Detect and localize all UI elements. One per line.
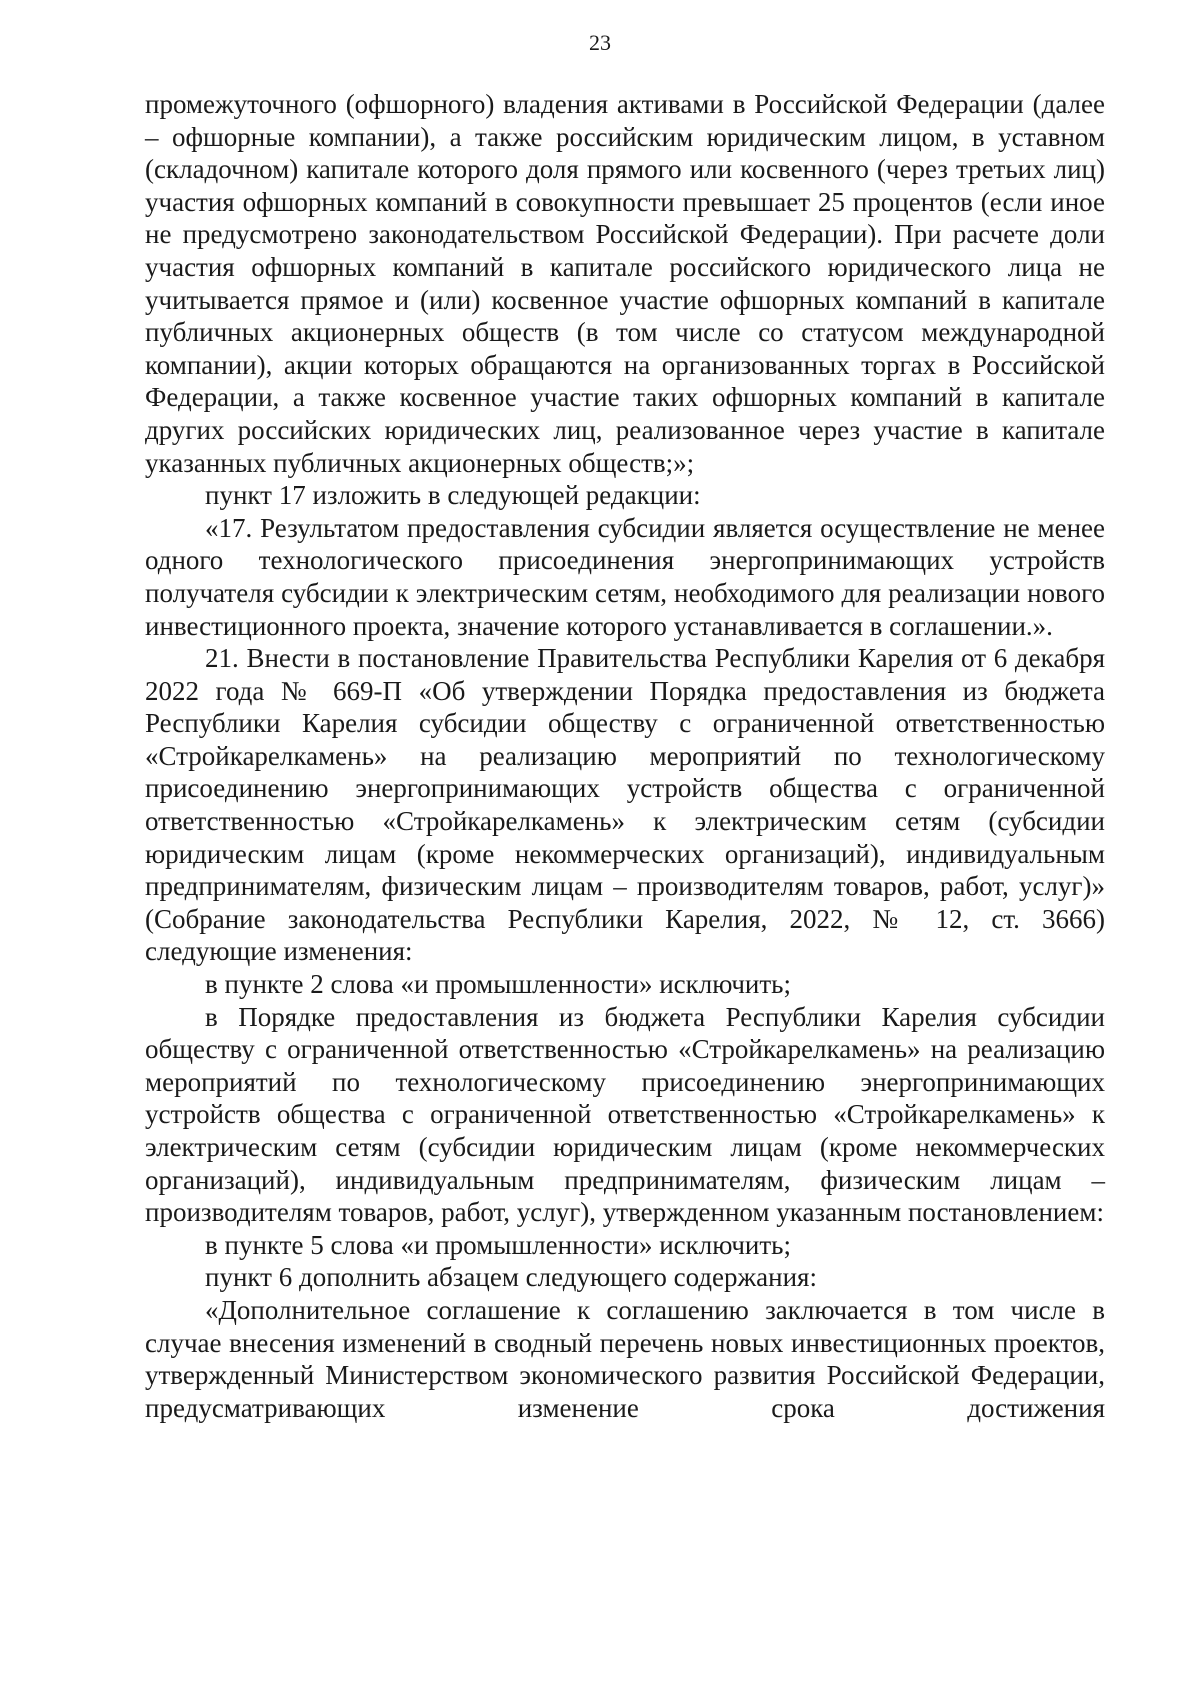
paragraph-additional-agreement: «Дополнительное соглашение к соглашению заключается в том числе в случае внесения изменений в сводный перечень новых инвестиционных проектов, утвержденный Министерством экономического развития Российской Федерации, предусматривающих изменение срока достижения [145, 1294, 1105, 1423]
paragraph-item-17-text: «17. Результатом предоставления субсидии является осуществление не менее одного технологического присоединения энергопринимающих устройств получателя субсидии к электрическим сетям, необходимого для реализации нового инвестиционного проекта, значение которого устанавливается в соглашении.». [145, 512, 1105, 641]
paragraph-offshore-continuation: промежуточного (офшорного) владения активами в Российской Федерации (далее – офшорные компании), а также российским юридическим лицом, в уставном (складочном) капитале которого доля прямого или косвенного (через третьих лиц) участия офшорных компаний в совокупности превышает 25 процентов (если иное не предусмотрено законодательством Российской Федерации). При расчете доли участия офшорных компаний в капитале российского юридического лица не учитывается прямое и (или) косвенное участие офшорных компаний в капитале публичных акционерных обществ (в том числе со статусом международной компании), акции которых обращаются на организованных торгах в Российской Федерации, а также косвенное участие таких офшорных компаний в капитале других российских юридических лиц, реализованное через участие в капитале указанных публичных акционерных обществ;»; [145, 89, 1105, 478]
paragraph-procedure-changes: в Порядке предоставления из бюджета Республики Карелия субсидии обществу с ограниченной ответственностью «Стройкарелкамень» на реализацию мероприятий по технологическому присоединению энергопринимающих устройств общества с ограниченной ответственностью «Стройкарелкамень» к электрическим сетям (субсидии юридическим лицам (кроме некоммерческих организаций), индивидуальным предпринимателям, физическим лицам – производителям товаров, работ, услуг), утвержденном указанным постановлением: [145, 1001, 1105, 1228]
paragraph-item-17-instruction: пункт 17 изложить в следующей редакции: [205, 480, 701, 511]
paragraph-item-6-addition: пункт 6 дополнить абзацем следующего содержания: [205, 1262, 817, 1293]
document-body [145, 88, 1105, 1424]
paragraph-item-2-change: в пункте 2 слова «и промышленности» исключить; [205, 969, 791, 1000]
paragraph-item-5-change: в пункте 5 слова «и промышленности» исключить; [205, 1229, 791, 1260]
paragraph-section-21: 21. Внести в постановление Правительства Республики Карелия от 6 декабря 2022 года № 669-П «Об утверждении Порядка предоставления из бюджета Республики Карелия субсидии обществу с ограниченной ответственностью «Стройкарелкамень» на реализацию мероприятий по технологическому присоединению энергопринимающих устройств общества с ограниченной ответственностью «Стройкарелкамень» к электрическим сетям (субсидии юридическим лицам (кроме некоммерческих организаций), индивидуальным предпринимателям, физическим лицам – производителям товаров, работ, услуг)» (Собрание законодательства Республики Карелия, 2022, № 12, ст. 3666) следующие изменения: [145, 643, 1105, 967]
page-number: 23 [589, 30, 611, 55]
